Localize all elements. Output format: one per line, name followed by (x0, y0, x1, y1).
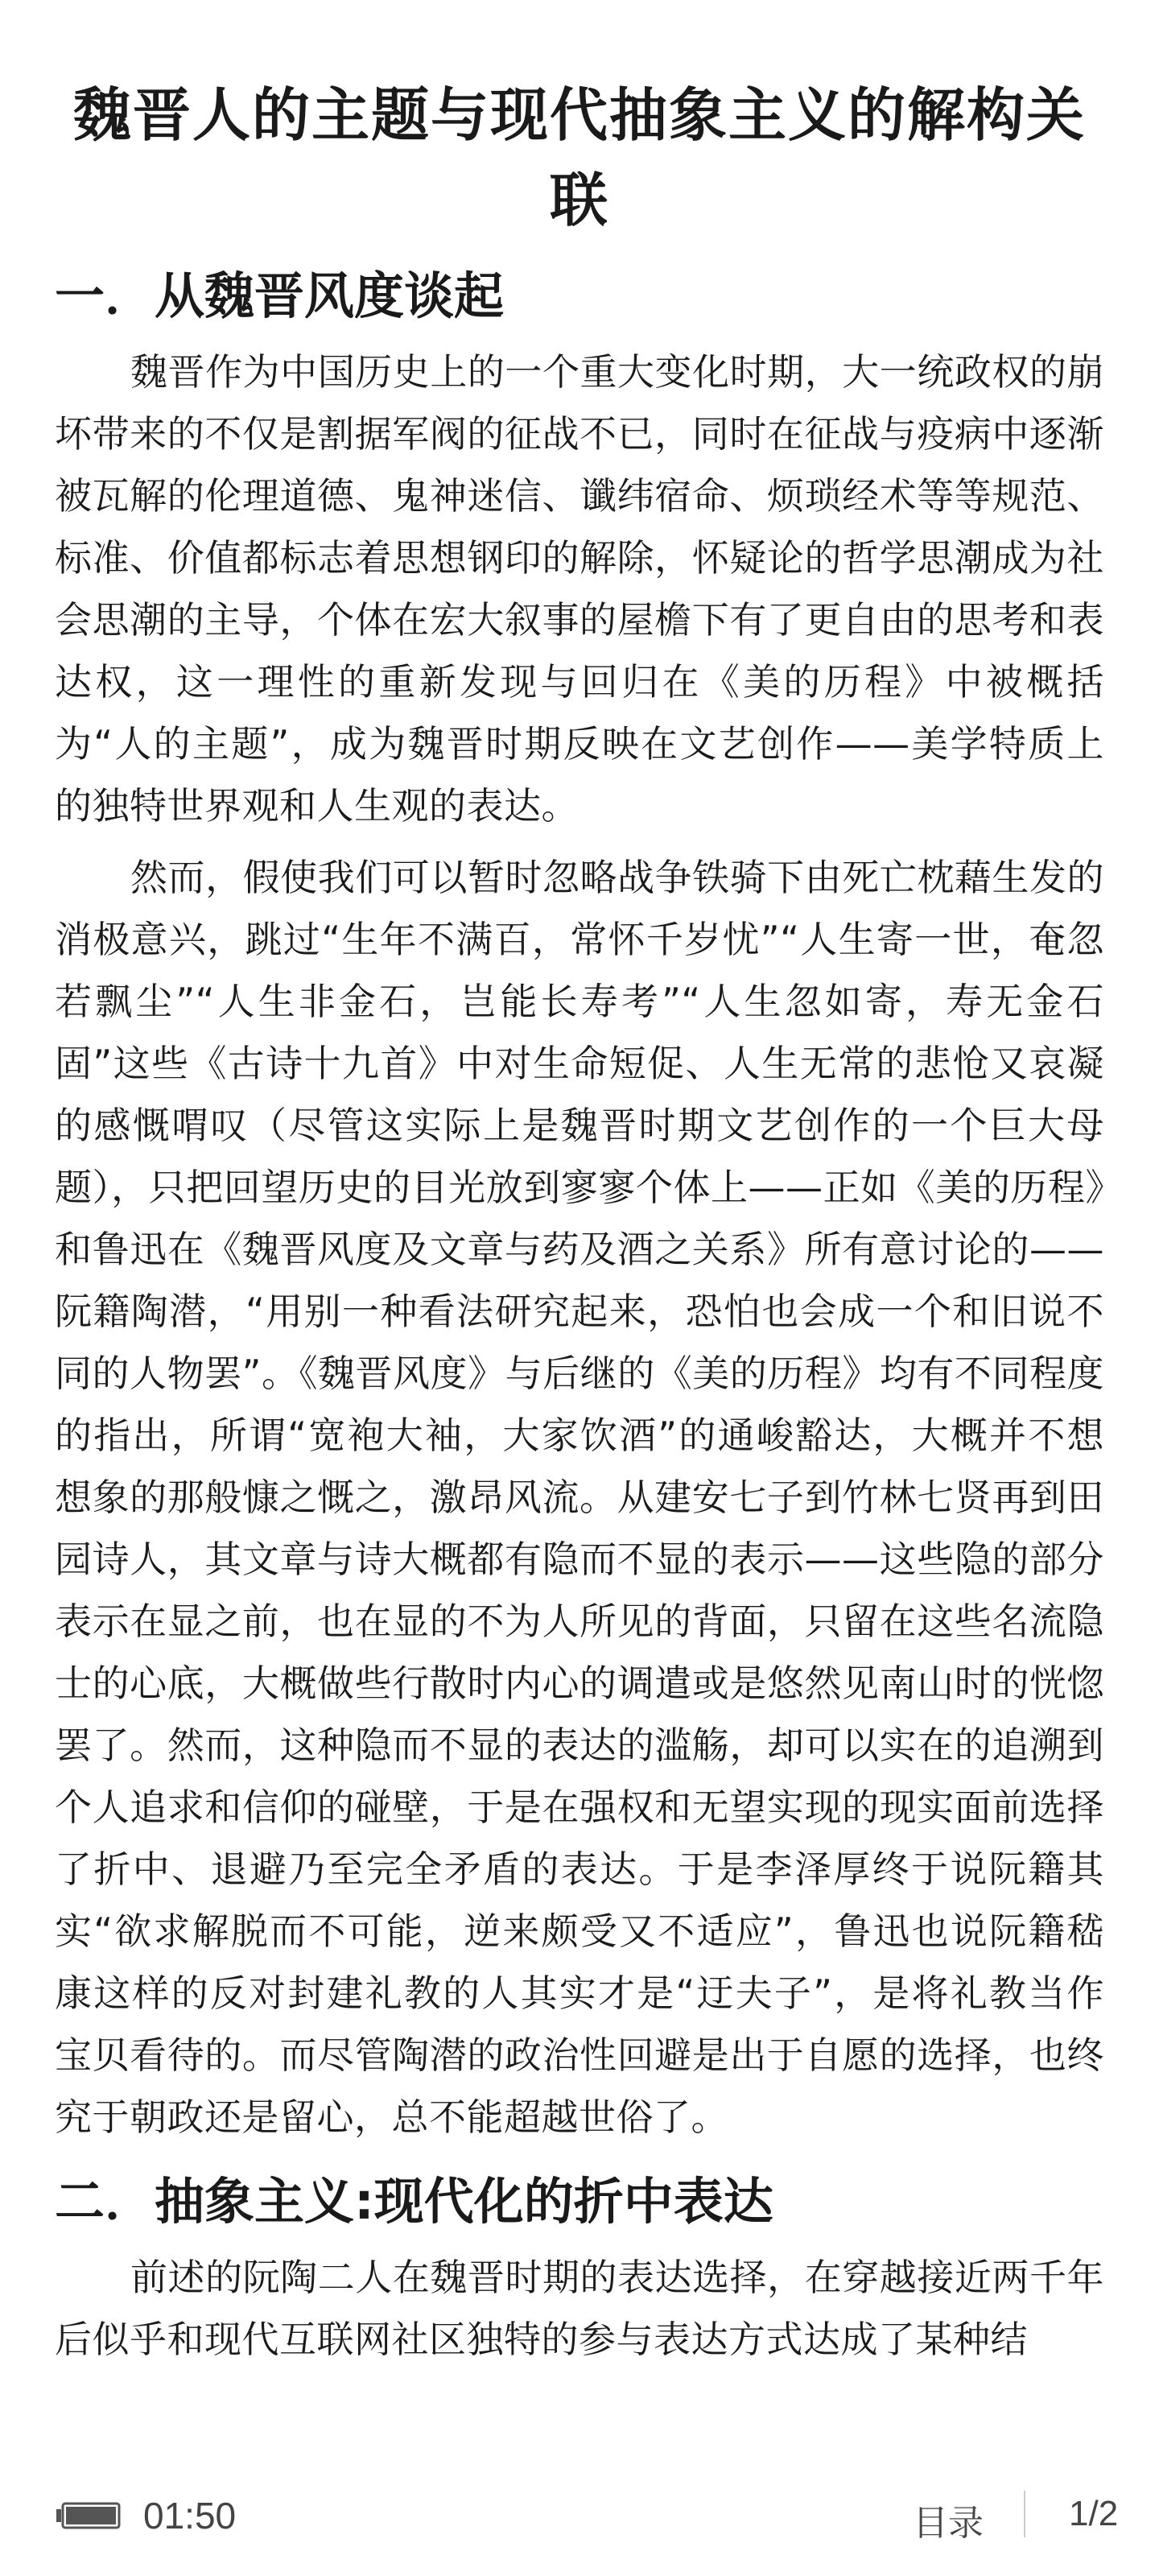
reader-status-bar (0, 2471, 1159, 2560)
paragraph: 然而，假使我们可以暂时忽略战争铁骑下由死亡枕藉生发的消极意兴，跳过“生年不满百，常怀千岁忧”“人生寄一世，奄忽若飘尘”“人生非金石，岂能长寿考”“人生忽如寄，寿无金石固”这些《古诗十九首》中对生命短促、人生无常的悲怆又哀凝的感慨喟叹（尽管这实际上是魏晋时期文艺创作的一个巨大母题），只把回望历史的目光放到寥寥个体上——正如《美的历程》和鲁迅在《魏晋风度及文章与药及酒之关系》所有意讨论的——阮籍陶潜，“用别一种看法研究起来，恐怕也会成一个和旧说不同的人物罢”。《魏晋风度》与后继的《美的历程》均有不同程度的指出，所谓“宽袍大袖，大家饮酒”的通峻豁达，大概并不想想象的那般慷之慨之，激昂风流。从建安七子到竹林七贤再到田园诗人，其文章与诗大概都有隐而不显的表示——这些隐的部分表示在显之前，也在显的不为人所见的背面，只留在这些名流隐士的心底，大概做些行散时内心的调遣或是悠然见南山时的恍惚罢了。然而，这种隐而不显的表达的滥觞，却可以实在的追溯到个人追求和信仰的碰壁，于是在强权和无望实现的现实面前选择了折中、退避乃至完全矛盾的表达。于是李泽厚终于说阮籍其实“欲求解脱而不可能，逆来颇受又不适应”，鲁迅也说阮籍嵇康这样的反对封建礼教的人其实才是“迂夫子”，是将礼教当作宝贝看待的。而尽管陶潜的政治性回避是出于自愿的选择，也终究于朝政还是留心，总不能超越世俗了。 (55, 856, 1104, 2139)
page-indicator: 1/2 (1069, 2494, 1119, 2533)
section-heading-1: 一．从魏晋风度谈起 (55, 266, 505, 325)
battery-icon (56, 2502, 121, 2529)
article-page (55, 72, 1104, 2380)
paragraph: 前述的阮陶二人在魏晋时期的表达选择，在穿越接近两千年后似乎和现代互联网社区独特的参与表达方式达成了某种结 (55, 2256, 1104, 2361)
clock-time: 01:50 (143, 2495, 237, 2537)
paragraph: 魏晋作为中国历史上的一个重大变化时期，大一统政权的崩坏带来的不仅是割据军阀的征战不已，同时在征战与疫病中逐渐被瓦解的伦理道德、鬼神迷信、谶纬宿命、烦琐经术等等规范、标准、价值都标志着思想钢印的解除，怀疑论的哲学思潮成为社会思潮的主导，个体在宏大叙事的屋檐下有了更自由的思考和表达权，这一理性的重新发现与回归在《美的历程》中被概括为“人的主题”，成为魏晋时期反映在文艺创作——美学特质上的独特世界观和人生观的表达。 (55, 350, 1104, 828)
toc-button[interactable]: 目录 (913, 2503, 984, 2544)
article-title: 魏晋人的主题与现代抽象主义的解构关联 (72, 81, 1086, 234)
section-heading-2: 二．抽象主义:现代化的折中表达 (55, 2172, 773, 2231)
status-divider (1024, 2491, 1025, 2537)
